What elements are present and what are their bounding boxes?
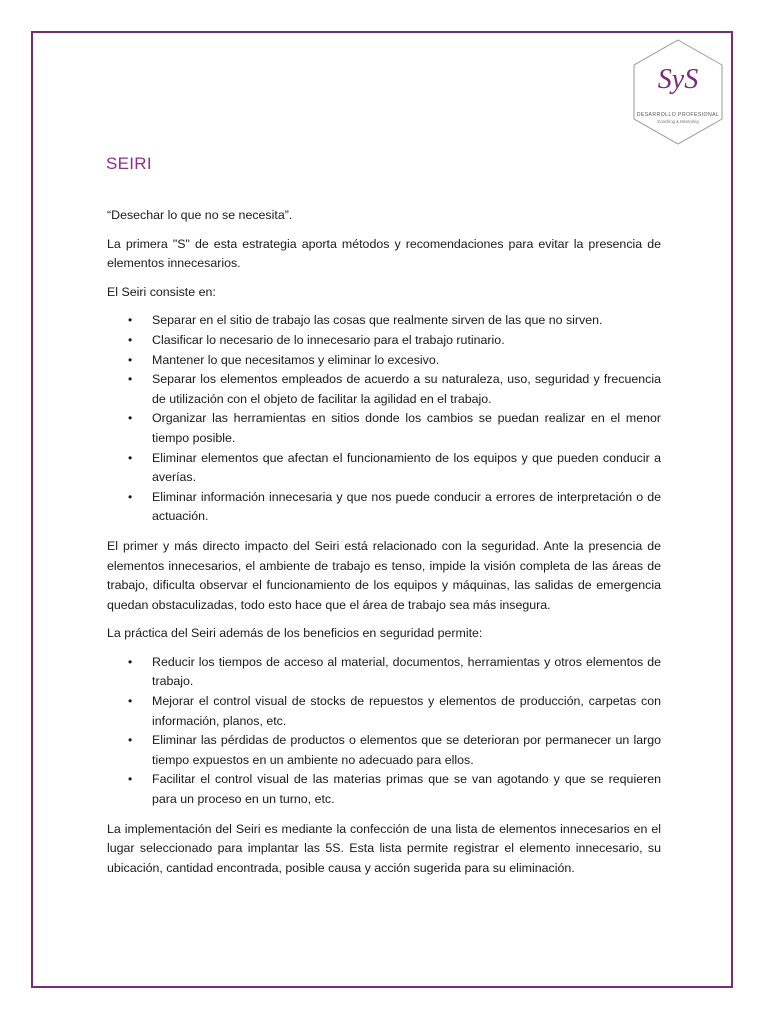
list-item: • Mejorar el control visual de stocks de repuestos y elementos de producción, carpetas con información, planos, etc. (128, 694, 661, 728)
list-item: • Separar los elementos empleados de acuerdo a su naturaleza, uso, seguridad y frecuencia de utilización con el objeto de facilitar la agilidad en el trabajo. (128, 372, 661, 406)
logo-line1: DESARROLLO PROFESIONAL (636, 112, 720, 118)
sys-logo (630, 38, 726, 146)
safety-paragraph: El primer y más directo impacto del Seiri está relacionado con la seguridad. Ante la presencia de elementos innecesarios, el ambiente de trabajo es tenso, impide la visión completa de las áreas de trabajo, dificulta observar el funcionamiento de los equipos y máquinas, las salidas de emergencia quedan obstaculizadas, todo esto hace que el área de trabajo sea más insegura. (107, 538, 661, 612)
list-item: • Eliminar información innecesaria y que nos puede conducir a errores de interpretación o de actuación. (128, 489, 661, 524)
list-item: • Eliminar las pérdidas de productos o elementos que se deterioran por permanecer un largo tiempo expuestos en un ambiente no adecuado para ellos. (128, 733, 661, 767)
seiri-list (107, 311, 661, 527)
list-item: • Reducir los tiempos de acceso al material, documentos, herramientas y otros elementos de trabajo. (128, 654, 661, 689)
logo-mark: SyS (657, 64, 699, 95)
benefits-intro: La práctica del Seiri además de los beneficios en seguridad permite: (107, 626, 483, 641)
list-intro: El Seiri consiste en: (107, 284, 216, 299)
list-item: • Organizar las herramientas en sitios donde los cambios se puedan realizar en el menor tiempo posible. (128, 411, 661, 445)
intro-paragraph: La primera "S" de esta estrategia aporta métodos y recomendaciones para evitar la presencia de elementos innecesarios. (107, 236, 661, 271)
list-item: • Mantener lo que necesitamos y eliminar lo excesivo. (128, 352, 440, 367)
page-title: SEIRI (106, 154, 152, 173)
list-item: • Clasificar lo necesario de lo innecesario para el trabajo rutinario. (128, 332, 505, 347)
implementation-paragraph: La implementación del Seiri es mediante la confección de una lista de elementos innecesarios en el lugar seleccionado para implantar las 5S. Esta lista permite registrar el elemento innecesario, su ubicación, cantidad encontrada, posible causa y acción sugerida para su eliminación. (107, 821, 661, 875)
benefits-list (107, 653, 661, 810)
list-item: • Separar en el sitio de trabajo las cosas que realmente sirven de las que no sirven. (128, 313, 603, 328)
logo-line2: Coaching & Mentoring (657, 119, 699, 124)
quote: “Desechar lo que no se necesita”. (107, 208, 293, 222)
list-item: • Facilitar el control visual de las materias primas que se van agotando y que se requieren para un proceso en un turno, etc. (128, 772, 661, 807)
document-body (107, 206, 661, 887)
list-item: • Eliminar elementos que afectan el funcionamiento de los equipos y que pueden conducir a averías. (128, 450, 661, 485)
